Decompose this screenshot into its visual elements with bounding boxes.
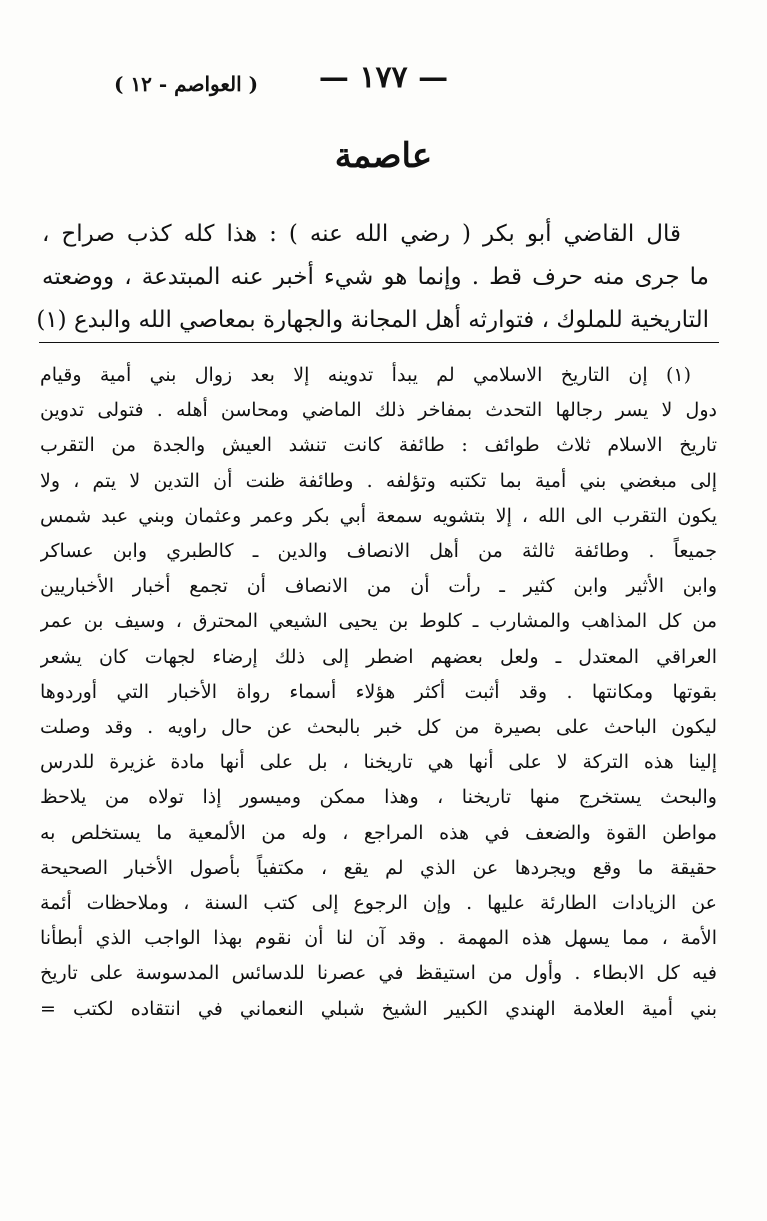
footnote-line: والبحث يستخرج منها تاريخنا ، وهذا ممكن وميسور إذا تولاه من يلاحظ (40, 786, 717, 809)
footnote-line: العراقي المعتدل ـ ولعل بعضهم اضطر إلى ذلك إرضاء لجهات كان يشعر (40, 645, 717, 668)
section-heading: عاصمة (334, 136, 433, 176)
footnote (40, 358, 717, 1027)
footnote-line: حقيقة ما وقع ويجردها عن الذي لم يقع ، مكتفياً بأصول الأخبار الصحيحة (40, 856, 717, 879)
page-header (114, 60, 647, 110)
main-text-line: ما جرى منه حرف قط . وإنما هو شيء أخبر عنه المبتدعة ، ووضعته (42, 264, 709, 290)
main-text-line: قال القاضي أبو بكر ( رضي الله عنه ) : هذا كله كذب صراح ، (42, 221, 681, 247)
footnote-line: مواطن القوة والضعف في هذه المراجع ، وله من الألمعية ما يستخلص به (40, 821, 717, 844)
printer-signature-mark: ( العواصم - ١٢ ) (114, 72, 259, 96)
footnote-line: جميعاً . وطائفة ثالثة من أهل الانصاف والدين ـ كالطبري وابن عساكر (40, 540, 717, 563)
footnote-line: فيه كل الابطاء . وأول من استيقظ في عصرنا للدسائس المدسوسة على تاريخ (40, 962, 717, 985)
footnote-line: بني أمية العلامة الهندي الكبير الشيخ شبلي النعماني في انتقاده لكتب = (40, 997, 717, 1020)
footnote-line: يكون التقرب الى الله ، إلا بتشويه سمعة أبي بكر وعمر وعثمان وبني عبد شمس (40, 504, 717, 527)
footnote-line: إلينا هذه التركة لا على أنها هي تاريخنا ، بل على أنها مادة غزيرة للدرس (40, 751, 717, 774)
footnote-separator (39, 342, 719, 343)
footnote-line: تاريخ الاسلام ثلاث طوائف : طائفة كانت تنشد العيش والجدة من التقرب (40, 434, 717, 457)
main-text-line: التاريخية للملوك ، فتوارثه أهل المجانة والجهارة بمعاصي الله والبدع (١) (36, 307, 709, 333)
footnote-line: عن الزيادات الطارئة عليها . وإن الرجوع إلى كتب السنة ، وملاحظات أئمة (40, 892, 717, 915)
footnote-line: الأمة ، مما يسهل هذه المهمة . وقد آن لنا أن نقوم بهذا الواجب الذي أبطأنا (40, 927, 717, 950)
footnote-line: إلى مبغضي بني أمية بما تكتبه وتؤلفه . وطائفة ظنت أن التدين لا يتم ، ولا (40, 469, 717, 492)
footnote-line: ليكون الباحث على بصيرة من كل خبر بالبحث عن حال راويه . وقد وصلت (40, 716, 717, 739)
footnote-line: من كل المذاهب والمشارب ـ كلوط بن يحيى الشيعي المحترق ، وسيف بن عمر (40, 610, 717, 633)
main-paragraph (36, 213, 709, 342)
footnote-line: بقوتها ومكانتها . وقد أثبت أكثر هؤلاء أسماء رواة الأخبار التي أوردوها (40, 680, 717, 703)
page-number: — ١٧٧ — (318, 60, 449, 95)
footnote-line: (١) إن التاريخ الاسلامي لم يبدأ تدوينه إلا بعد زوال بني أمية وقيام (40, 364, 691, 386)
footnote-line: دول لا يسر رجالها التحدث بمفاخر ذلك الماضي ومحاسن أهله . فتولى تدوين (40, 399, 717, 422)
footnote-line: وابن الأثير وابن كثير ـ رأت أن من الانصاف أن تجمع أخبار الأخباريين (40, 575, 717, 598)
